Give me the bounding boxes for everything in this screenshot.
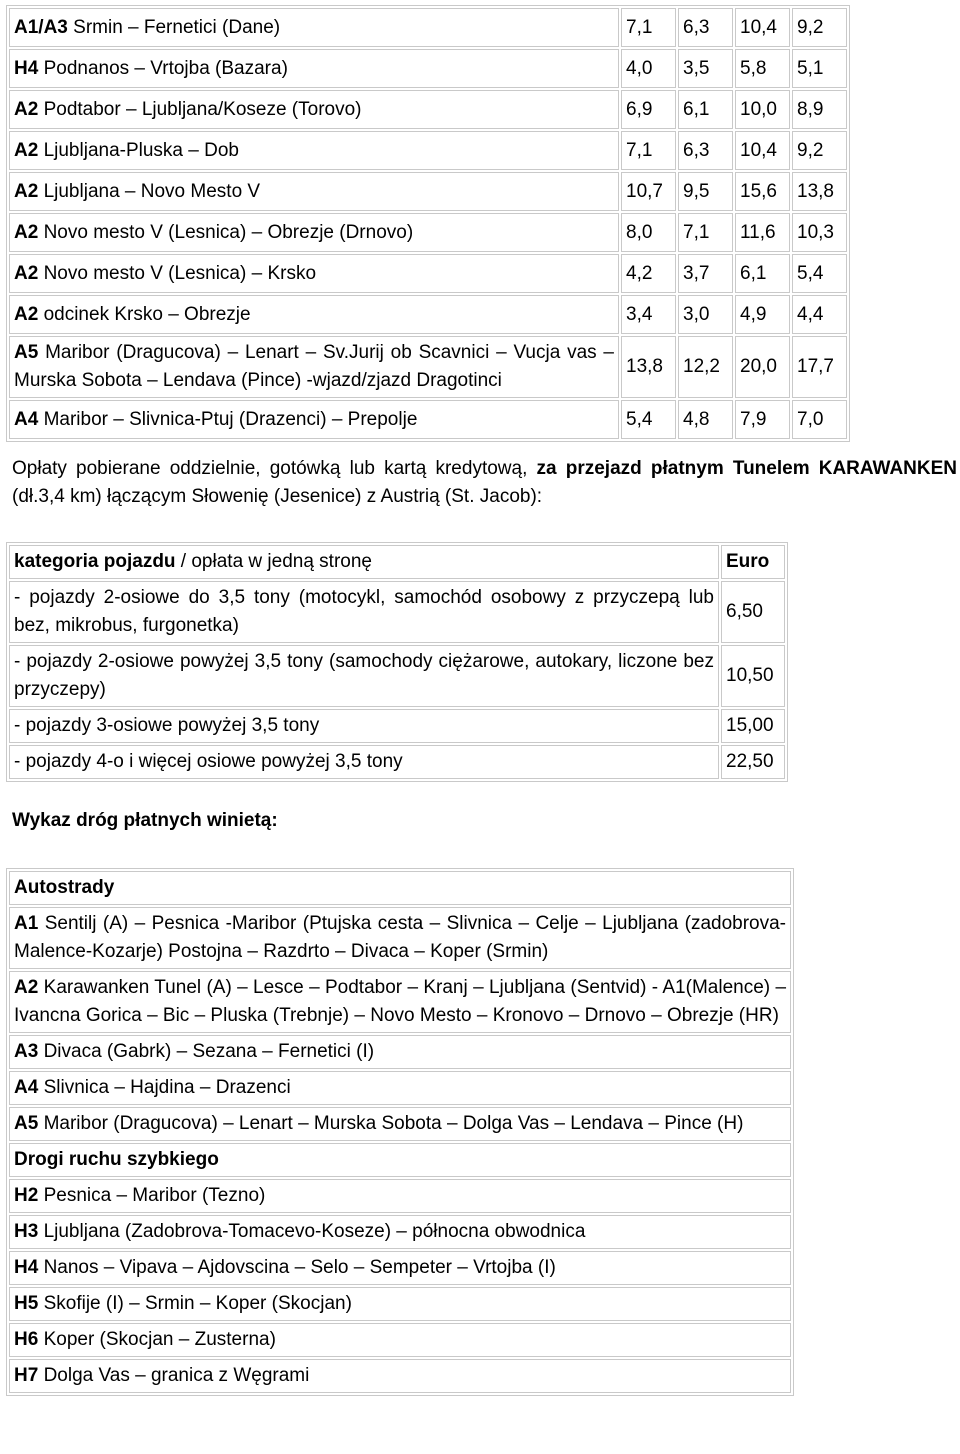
route-name: Ljubljana-Pluska – Dob [43, 139, 239, 161]
header-fee-label: / opłata w jedną stronę [175, 551, 372, 572]
value-cell: 3,4 [621, 295, 676, 334]
table-row [9, 213, 847, 252]
route-name: Maribor (Dragucova) – Lenart – Sv.Jurij ob Scavnici – Vucja vas – Murska Sobota – Lendava (Pince) -wjazd/zjazd Dragotinci [14, 342, 614, 391]
road-route: Ljubljana (Zadobrova-Tomacevo-Koseze) – północna obwodnica [43, 1221, 586, 1242]
road-route: Koper (Skocjan – Zusterna) [43, 1329, 276, 1350]
value-cell: 7,1 [621, 8, 676, 47]
value-cell: 10,4 [735, 131, 790, 170]
route-name: Ljubljana – Novo Mesto V [43, 180, 261, 202]
price-cell: 15,00 [721, 709, 785, 743]
toll-table-body [9, 8, 847, 439]
value-cell: 6,9 [621, 90, 676, 129]
table-row [9, 1179, 791, 1213]
road-cell [9, 1251, 791, 1285]
section-header-row [9, 1143, 791, 1177]
road-code: A5 [14, 342, 39, 363]
value-cell: 4,4 [792, 295, 847, 334]
road-route: Dolga Vas – granica z Węgrami [43, 1365, 310, 1386]
road-code: A2 [14, 303, 39, 325]
value-cell: 6,3 [678, 8, 733, 47]
road-code: A3 [14, 1041, 39, 1062]
road-code: A2 [14, 221, 39, 243]
road-code: A2 [14, 262, 39, 284]
value-cell: 6,1 [678, 90, 733, 129]
table-row [9, 1071, 791, 1105]
road-cell [9, 1215, 791, 1249]
section-header-row [9, 871, 791, 905]
value-cell: 5,1 [792, 49, 847, 88]
value-cell: 5,4 [792, 254, 847, 293]
value-cell: 3,0 [678, 295, 733, 334]
road-route: Divaca (Gabrk) – Sezana – Fernetici (I) [43, 1041, 375, 1062]
route-cell [9, 254, 619, 293]
header-category-label: kategoria pojazdu [14, 551, 176, 572]
road-code: H4 [14, 57, 39, 79]
value-cell: 4,8 [678, 400, 733, 439]
route-cell [9, 8, 619, 47]
road-route: Sentilj (A) – Pesnica -Maribor (Ptujska cesta – Slivnica – Celje – Ljubljana (zadobrova-Malence-Kozarje) Postojna – Razdrto – Divaca – Koper (Srmin) [14, 913, 787, 962]
table-row [9, 90, 847, 129]
route-cell [9, 336, 619, 398]
route-name: Srmin – Fernetici (Dane) [73, 16, 281, 38]
value-cell: 15,6 [735, 172, 790, 211]
table-row [9, 745, 785, 779]
road-code: H7 [14, 1365, 39, 1386]
vignette-table-body [9, 871, 791, 1393]
route-cell [9, 213, 619, 252]
road-cell [9, 971, 791, 1033]
road-code: A1/A3 [14, 16, 68, 38]
road-cell [9, 1287, 791, 1321]
note-bold-text: za przejazd płatnym Tunelem KARAWANKEN [536, 458, 958, 479]
route-name: Maribor – Slivnica-Ptuj (Drazenci) – Prepolje [43, 408, 418, 430]
category-cell: - pojazdy 3-osiowe powyżej 3,5 tony [9, 709, 719, 743]
road-cell [9, 1071, 791, 1105]
note-text-continued: (dł.3,4 km) łączącym Słowenię (Jesenice) z Austrią (St. Jacob): [12, 486, 543, 507]
table-row [9, 295, 847, 334]
table-row [9, 709, 785, 743]
value-cell: 3,7 [678, 254, 733, 293]
road-cell [9, 907, 791, 969]
table-row [9, 336, 847, 398]
value-cell: 10,7 [621, 172, 676, 211]
value-cell: 8,9 [792, 90, 847, 129]
road-code: H6 [14, 1329, 39, 1350]
value-cell: 10,4 [735, 8, 790, 47]
road-cell [9, 1323, 791, 1357]
header-currency-label: Euro [726, 551, 770, 572]
header-category-cell [9, 545, 719, 579]
road-route: Pesnica – Maribor (Tezno) [43, 1185, 266, 1206]
road-route: Nanos – Vipava – Ajdovscina – Selo – Sempeter – Vrtojba (I) [43, 1257, 556, 1278]
road-code: A4 [14, 1077, 39, 1098]
table-header-row [9, 545, 785, 579]
route-cell [9, 172, 619, 211]
table-row [9, 971, 791, 1033]
road-code: H4 [14, 1257, 39, 1278]
road-route: Slivnica – Hajdina – Drazenci [43, 1077, 291, 1098]
route-name: Podnanos – Vrtojba (Bazara) [43, 57, 288, 79]
price-cell: 10,50 [721, 645, 785, 707]
road-code: H3 [14, 1221, 39, 1242]
route-name: Novo mesto V (Lesnica) – Obrezje (Drnovo) [43, 221, 414, 243]
road-cell [9, 1179, 791, 1213]
value-cell: 9,5 [678, 172, 733, 211]
price-cell: 22,50 [721, 745, 785, 779]
route-name: Novo mesto V (Lesnica) – Krsko [43, 262, 317, 284]
note-text: Opłaty pobierane oddzielnie, gotówką lub kartą kredytową, [12, 458, 528, 479]
route-cell [9, 131, 619, 170]
road-code: A4 [14, 408, 39, 430]
route-cell [9, 400, 619, 439]
price-cell: 6,50 [721, 581, 785, 643]
value-cell: 13,8 [792, 172, 847, 211]
karawanken-table-body [9, 545, 785, 779]
table-row [9, 8, 847, 47]
value-cell: 3,5 [678, 49, 733, 88]
header-currency-cell [721, 545, 785, 579]
vignette-heading: Wykaz dróg płatnych winietą: [12, 810, 278, 831]
karawanken-price-table [6, 542, 788, 782]
table-row [9, 1287, 791, 1321]
value-cell: 6,3 [678, 131, 733, 170]
value-cell: 13,8 [621, 336, 676, 398]
route-cell [9, 90, 619, 129]
value-cell: 8,0 [621, 213, 676, 252]
value-cell: 4,9 [735, 295, 790, 334]
road-route: Maribor (Dragucova) – Lenart – Murska Sobota – Dolga Vas – Lendava – Pince (H) [43, 1113, 744, 1134]
value-cell: 9,2 [792, 131, 847, 170]
vignette-roads-table [6, 868, 794, 1396]
route-name: odcinek Krsko – Obrezje [43, 303, 251, 325]
road-code: A2 [14, 98, 39, 120]
table-row [9, 581, 785, 643]
table-row [9, 1035, 791, 1069]
value-cell: 4,0 [621, 49, 676, 88]
value-cell: 10,0 [735, 90, 790, 129]
value-cell: 7,9 [735, 400, 790, 439]
road-route: Skofije (I) – Srmin – Koper (Skocjan) [43, 1293, 352, 1314]
table-row [9, 907, 791, 969]
value-cell: 7,1 [678, 213, 733, 252]
value-cell: 20,0 [735, 336, 790, 398]
table-row [9, 645, 785, 707]
value-cell: 6,1 [735, 254, 790, 293]
route-cell [9, 49, 619, 88]
road-route: Karawanken Tunel (A) – Lesce – Podtabor – Kranj – Ljubljana (Sentvid) - A1(Malence) – Ivancna Gorica – Bic – Pluska (Trebnje) – Novo Mesto – Kronovo – Drnovo – Obrezje (HR) [14, 977, 787, 1026]
value-cell: 17,7 [792, 336, 847, 398]
value-cell: 11,6 [735, 213, 790, 252]
road-code: A1 [14, 913, 39, 934]
value-cell: 7,1 [621, 131, 676, 170]
value-cell: 10,3 [792, 213, 847, 252]
category-cell: - pojazdy 4-o i więcej osiowe powyżej 3,5 tony [9, 745, 719, 779]
table-row [9, 1107, 791, 1141]
karawanken-note [12, 455, 957, 511]
road-code: A5 [14, 1113, 39, 1134]
route-name: Podtabor – Ljubljana/Koseze (Torovo) [43, 98, 362, 120]
road-cell [9, 1107, 791, 1141]
table-row [9, 1251, 791, 1285]
table-row [9, 254, 847, 293]
category-cell: - pojazdy 2-osiowe do 3,5 tony (motocykl, samochód osobowy z przyczepą lub bez, mikrobus, furgonetka) [9, 581, 719, 643]
road-code: H5 [14, 1293, 39, 1314]
route-cell [9, 295, 619, 334]
table-row [9, 131, 847, 170]
table-row [9, 49, 847, 88]
table-row [9, 1359, 791, 1393]
table-row [9, 172, 847, 211]
road-code: H2 [14, 1185, 39, 1206]
section-motorways-label: Autostrady [9, 871, 791, 905]
table-row [9, 1323, 791, 1357]
toll-table [6, 5, 850, 442]
road-code: A2 [14, 180, 39, 202]
value-cell: 9,2 [792, 8, 847, 47]
road-cell [9, 1035, 791, 1069]
table-row [9, 1215, 791, 1249]
value-cell: 12,2 [678, 336, 733, 398]
category-cell: - pojazdy 2-osiowe powyżej 3,5 tony (samochody ciężarowe, autokary, liczone bez przyczepy) [9, 645, 719, 707]
road-cell [9, 1359, 791, 1393]
road-code: A2 [14, 139, 39, 161]
value-cell: 5,4 [621, 400, 676, 439]
value-cell: 7,0 [792, 400, 847, 439]
road-code: A2 [14, 977, 39, 998]
value-cell: 5,8 [735, 49, 790, 88]
value-cell: 4,2 [621, 254, 676, 293]
table-row [9, 400, 847, 439]
section-expressways-label: Drogi ruchu szybkiego [9, 1143, 791, 1177]
